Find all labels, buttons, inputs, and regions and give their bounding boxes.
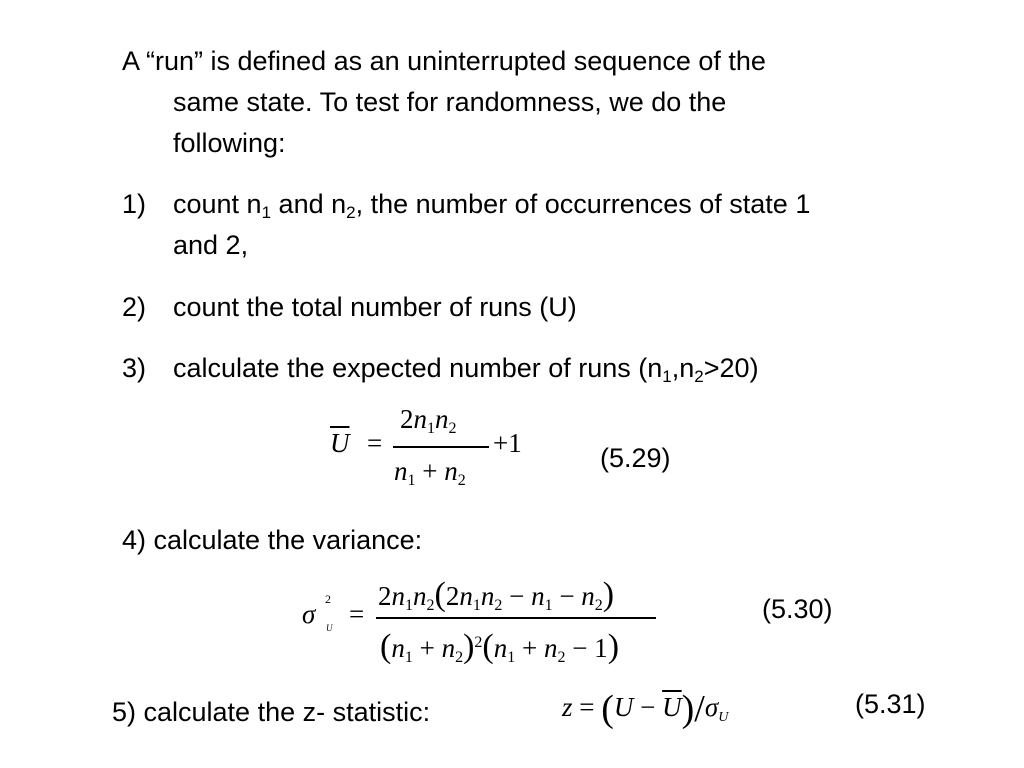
fraction-bar [393, 446, 489, 448]
equation-number-5-29: (5.29) [600, 443, 671, 473]
denominator: $(n1 + n2)^2(n1 + n2 - 1)$ [380, 628, 620, 666]
fraction-bar [376, 617, 656, 619]
step-5-text: 5) calculate the z- statistic: [112, 697, 431, 727]
intro-line-1: A “run” is defined as an uninterrupted sequence of the [122, 46, 766, 76]
step-2-text: count the total number of runs (U) [173, 292, 577, 322]
equation-number-5-30: (5.30) [762, 594, 833, 624]
step-2-marker: 2) [122, 292, 147, 322]
step-1-marker: 1) [122, 189, 147, 219]
intro-line-2: same state. To test for randomness, we do the [173, 87, 727, 117]
intro-line-3: following: [173, 128, 286, 158]
step-1-text: count $n_1$ and $n_2$, the number of occurrences of state 1 [173, 189, 811, 222]
step-3-marker: 3) [122, 353, 147, 383]
sigma-squared-symbol: σ [302, 599, 316, 629]
denominator: n1 + n2 [394, 456, 466, 489]
step-1-continuation: and 2, [173, 230, 249, 260]
equation-5-31: $z = (U - \overline{U})/\sigma U$ [562, 688, 729, 730]
step-3-text: calculate the expected number of runs $(n_1,n_2>20)$ [173, 353, 759, 386]
u-bar-symbol: $\overline{U}$ [330, 428, 350, 458]
numerator: 2n1n2 [400, 404, 457, 437]
step-4-text: 4) calculate the variance: [122, 525, 423, 555]
equation-number-5-31: (5.31) [855, 689, 926, 719]
numerator: 2n1n2(2n1n2 − n1 − n2) [378, 576, 615, 614]
slide: A “run” is defined as an uninterrupted sequence of the same state. To test for randomness, we do the following: 1) count $n_1$ and $n_2$, the number of occurrences of state 1 and 2, 2) count the total number of runs (U) 3) calculate the expected number of runs $(n_1,n_2>20)$ $\overline{U}$ = 2n1n2 n1 + n2 +1 (5.29) 4) calculate the variance: σ 2 U = 2n1n2(2n1n2 − n1 − n2) $(n1 + n2)^2(n1 + n2 - 1)$ (5.30) 5) calculate the z- statistic: $z = (U - \overline{U})/\sigma U$ (5.31) [112, 46, 926, 730]
